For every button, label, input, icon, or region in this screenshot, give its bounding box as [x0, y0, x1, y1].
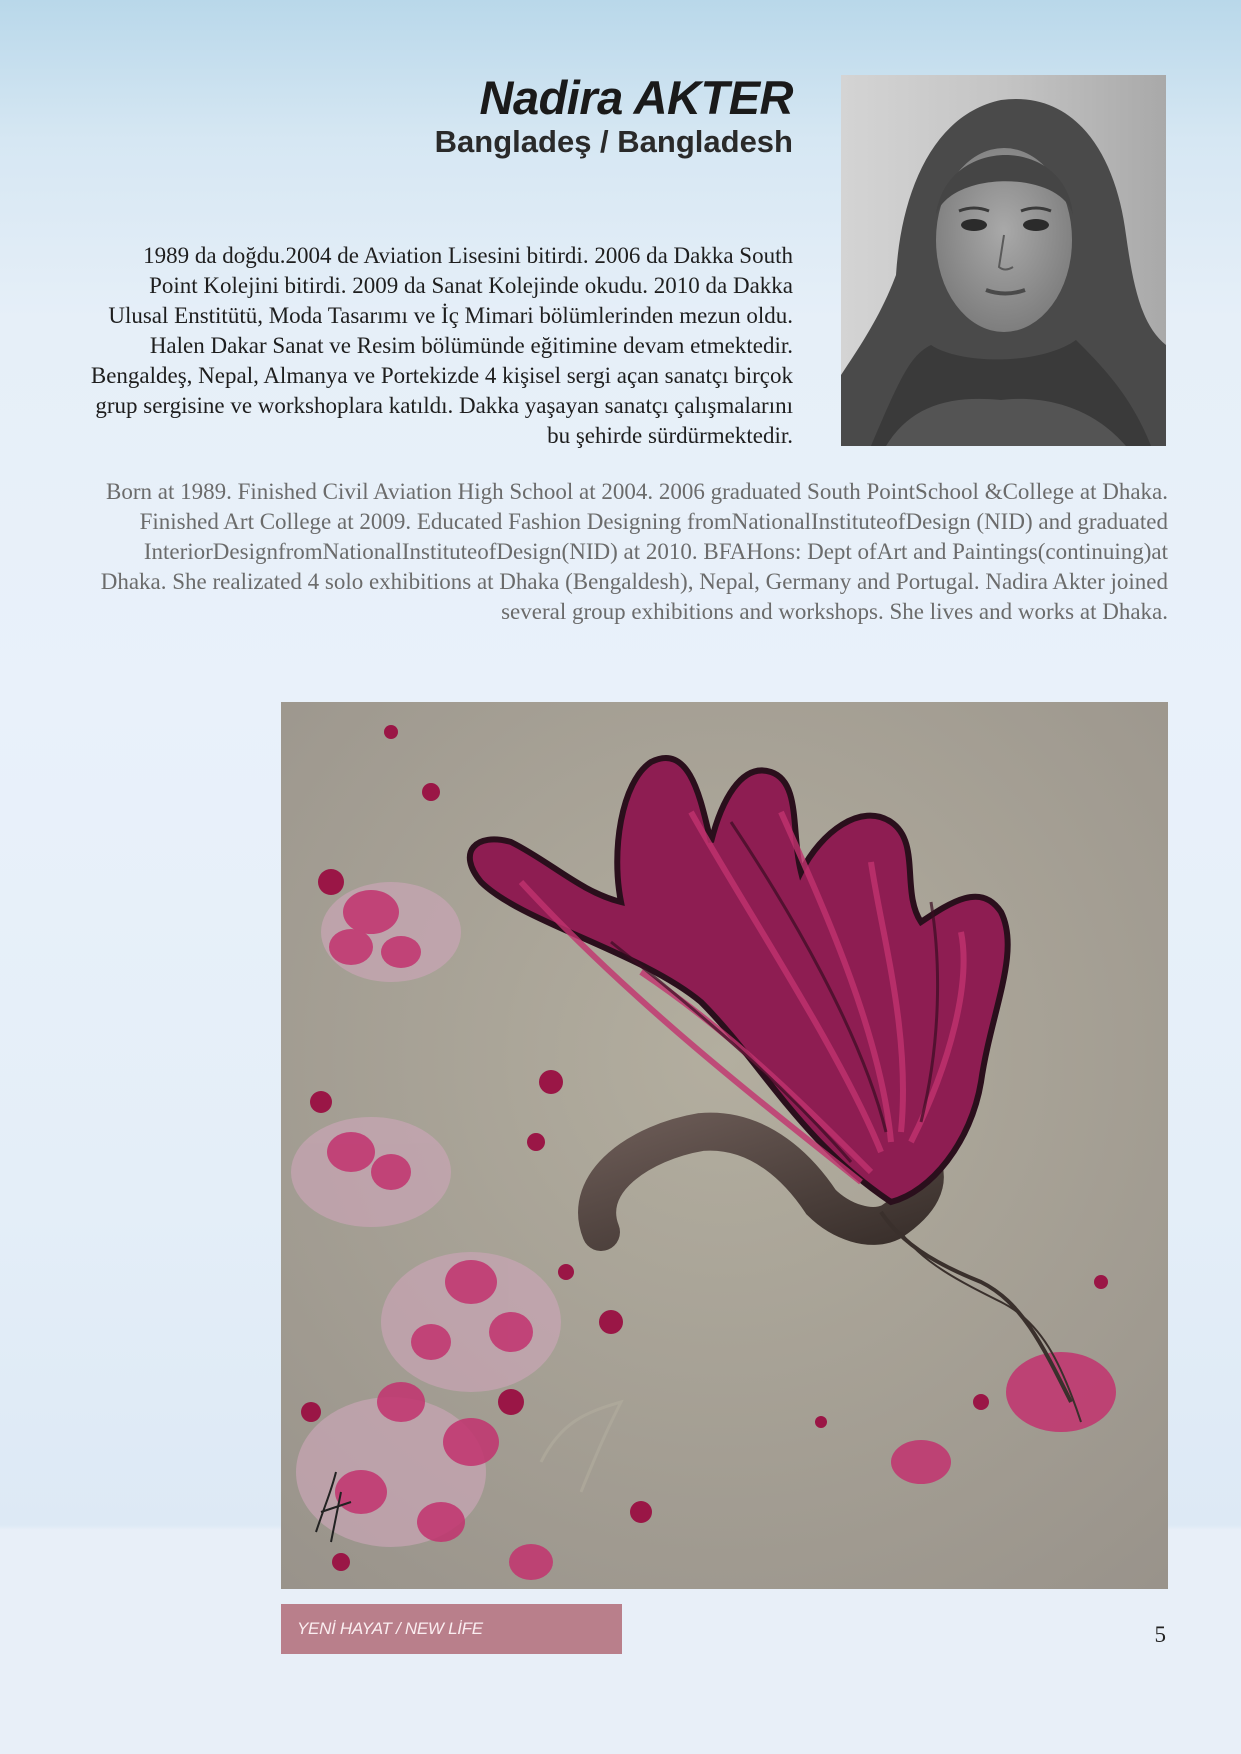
bio-turkish: 1989 da doğdu.2004 de Aviation Lisesini bitirdi. 2006 da Dakka South Point Kolejini bitirdi. 2009 da Sanat Kolejinde okudu. 2010 da Dakka Ulusal Enstitütü, Moda Tasarımı ve İç Mimari bölümlerinden mezun oldu. Halen Dakar Sanat ve Resim bölümünde eğitimine devam etmektedir. Bengaldeş, Nepal, Almanya ve Portekizde 4 kişisel sergi açan sanatçı birçok grup sergisine ve workshoplara katıldı. Dakka yaşayan sanatçı çalışmalarını bu şehirde sürdürmektedir. [90, 243, 793, 448]
artist-portrait [841, 75, 1166, 446]
page-number: 5 [1154, 1622, 1166, 1647]
artwork-title: YENİ HAYAT / NEW LİFE [297, 1619, 483, 1638]
artist-country: Bangladeş / Bangladesh [434, 124, 793, 159]
artwork-caption-box [281, 1604, 622, 1654]
bio-english: Born at 1989. Finished Civil Aviation High School at 2004. 2006 graduated South PointSchool &College at Dhaka. Finished Art College at 2009. Educated Fashion Designing fromNationalInstituteofDesign (NID) and graduated InteriorDesignfromNationalInstituteofDesign(NID) at 2010. BFAHons: Dept ofArt and Paintings(continuing)at Dhaka. She realizated 4 solo exhibitions at Dhaka (Bengaldesh), Nepal, Germany and Portugal. Nadira Akter joined several group exhibitions and workshops. She lives and works at Dhaka. [100, 479, 1168, 624]
artwork-painting [281, 702, 1168, 1589]
artist-name: Nadira AKTER [479, 71, 793, 124]
